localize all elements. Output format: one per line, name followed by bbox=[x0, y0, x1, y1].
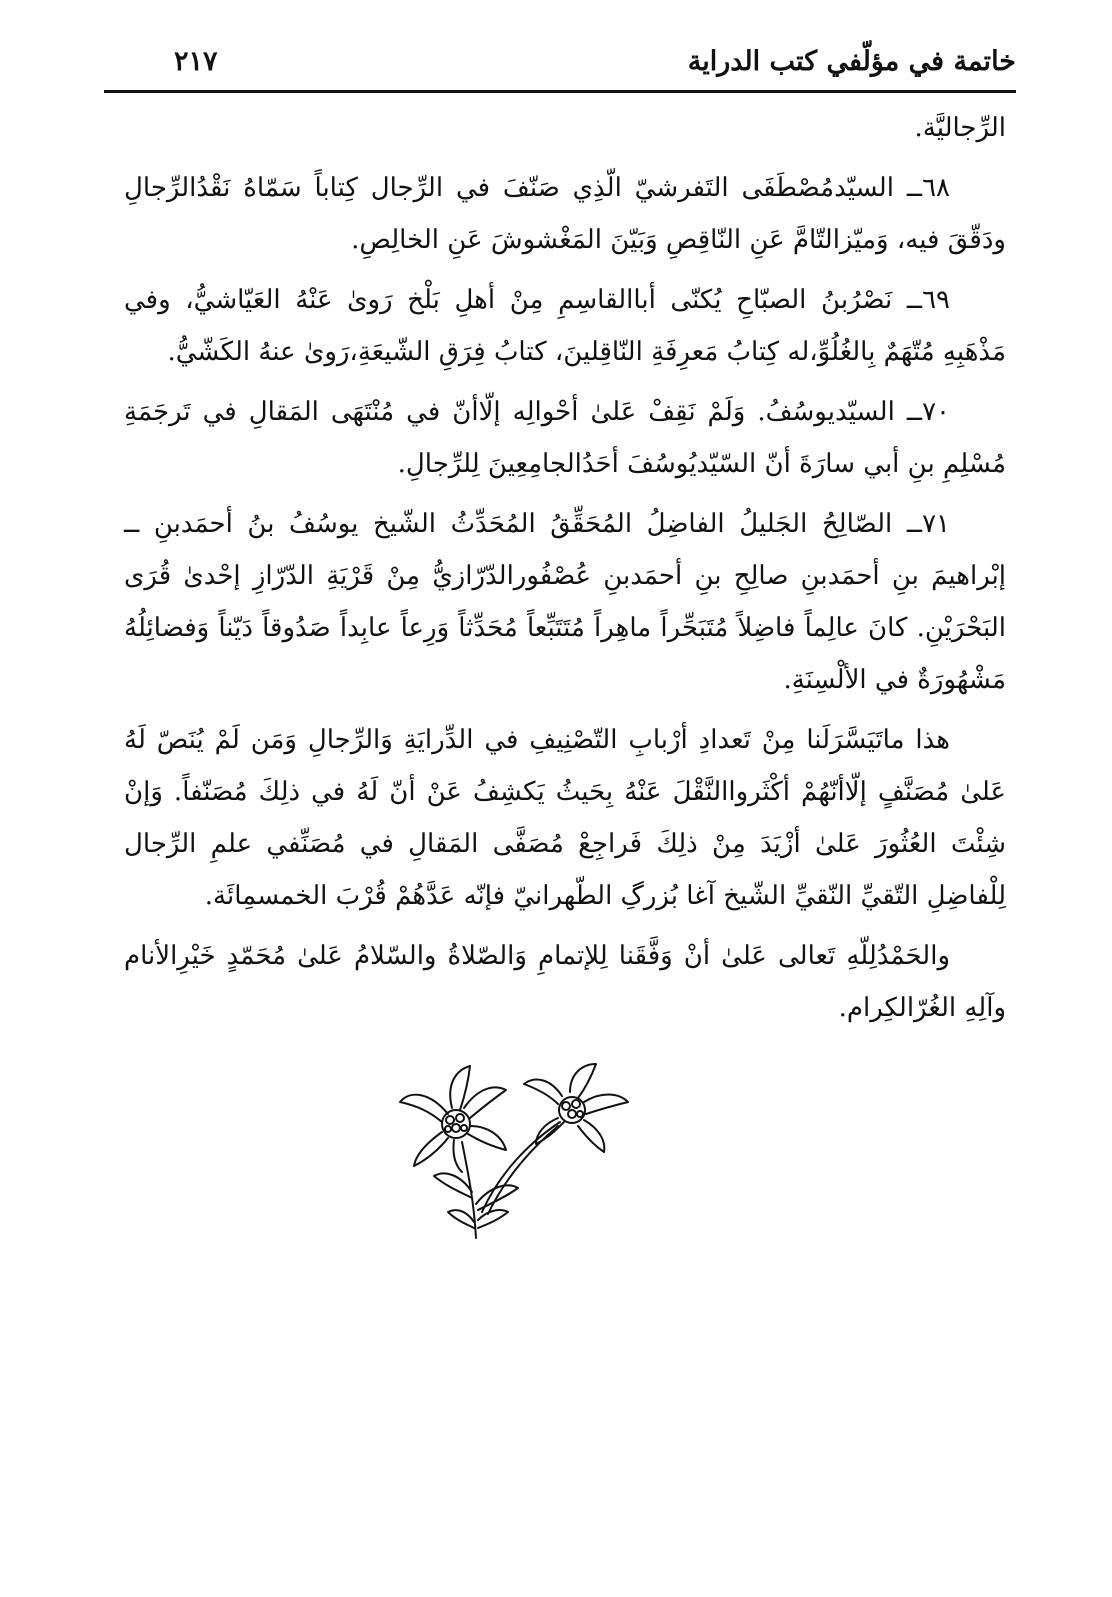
paragraph-conclusion: هذا ماتَيَسَّرَلَنا مِنْ تَعدادِ أرْبابِ التّصْنِيفِ في الدِّرايَةِ وَالرِّجالِ وَمَن لَمْ يُنَصّ لَهُ عَلىٰ مُصَنَّفٍ إلّاأنّهُمْ أكْثَرواالنَّقْلَ عَنْهُ بِحَيثُ يَكشِفُ عَنْ أنّ لَهُ في ذلِكَ مُصَنّفاً. وَإنْ شِئْتَ العُثُورَ عَلىٰ أزْيَدَ مِنْ ذلِكَ فَراجِعْ مُصَفَّى المَقالِ في مُصَنِّفي علمِ الرِّجال لِلْفاضِلِ التّقيِّ النّقيِّ الشّيخ آغا بُزرگِ الطّهرانيّ فإنّه عَدَّهُمْ قُرْبَ الخمسمِائَة. bbox=[124, 725, 1006, 911]
page-number: ٢١٧ bbox=[174, 46, 218, 77]
header-rule bbox=[104, 90, 1016, 93]
page-header bbox=[104, 40, 1016, 92]
paragraph-entry-71: ٧١ــ الصّالِحُ الجَليلُ الفاضِلُ المُحَقِّقُ المُحَدِّثُ الشّيخ يوسُفُ بنُ أحمَدبنِ ــ إبْراهيمَ بنِ أحمَدبنِ صالِحِ بنِ أحمَدبنِ عُصْفُورالدّرّازيُّ مِنْ قَرْيَةِ الدّرّازِ إحْدىٰ قُرَى البَحْرَيْنِ. كانَ عالِماً فاضِلاً مُتَبَحِّراً ماهِراً مُتَتَبِّعاً مُحَدِّثاً وَرِعاً عابِداً صَدُوقاً دَيّناً وَفضائِلُهُ مَشْهُورَةٌ في الألْسِنَةِ. bbox=[124, 509, 1006, 695]
floral-ornament-icon bbox=[390, 1062, 640, 1242]
paragraph-entry-70: ٧٠ــ السيّديوسُفُ. وَلَمْ نَقِفْ عَلىٰ أحْوالِه إلّاأنّ في مُنْتَهَى المَقالِ في تَرجَمَةِ مُسْلِمِ بنِ أبي سارَةَ أنّ السّيّديُوسُفَ أحَدُالجامِعِينَ لِلرِّجالِ. bbox=[124, 397, 1006, 479]
running-title: خاتمة في مؤلّفي كتب الدراية bbox=[687, 46, 1016, 77]
paragraph-closing-prayer: والحَمْدُلِلّهِ تَعالى عَلىٰ أنْ وَفَّقَنا لِلإتمامِ وَالصّلاةُ والسّلامُ عَلىٰ مُحَمّدٍ خَيْرِالأنام وآلِهِ الغُرّالكِرام. bbox=[124, 941, 1006, 1023]
paragraph-entry-69: ٦٩ــ نَصْرُبنُ الصبّاحِ يُكنّى أباالقاسِمِ مِنْ أهلِ بَلْخ رَوىٰ عَنْهُ العَيّاشيُّ، وفي مَذْهَبِهِ مُتّهَمٌ بِالغُلُوِّ،له كِتابُ مَعرِفَةِ النّاقِلينَ، كتابُ فِرَقِ الشّيعَةِ،رَوىٰ عنهُ الكَشّيُّ. bbox=[124, 285, 1006, 367]
paragraph-continuation: الرِّجاليَّة. bbox=[914, 113, 1006, 143]
paragraph-entry-68: ٦٨ــ السيّدمُصْطَفَى التَفرشيّ الّذِي صَنّفَ في الرِّجال كِتاباً سَمّاهُ نَقْدُالرِّجالِ ودَقّقَ فيه، وَميّزالتّامَّ عَنِ النّاقِصِ وَبَيّنَ المَغْشوشَ عَنِ الخالِصِ. bbox=[124, 173, 1006, 255]
body-text bbox=[124, 102, 1006, 1042]
